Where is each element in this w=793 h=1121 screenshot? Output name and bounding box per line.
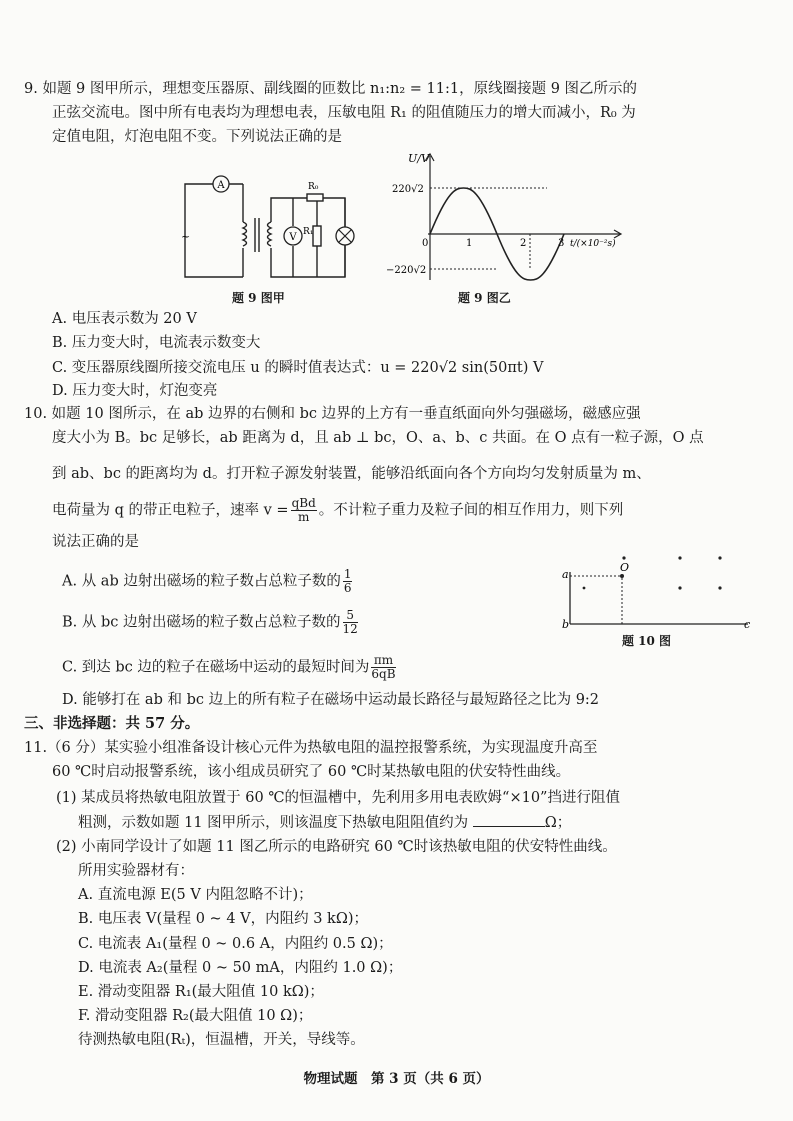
graph-tick-2: 2 [520,238,527,249]
q11-part1-text: 粗测，示数如题 11 图甲所示，则该温度下热敏电阻阻值约为 [78,815,469,831]
q10-option-b-text: B. 从 bc 边射出磁场的粒子数占总粒子数的 [62,614,341,631]
q10-caption: 题 10 图 [622,634,672,648]
lamp-icon [336,227,354,245]
q10-option-a-text: A. 从 ab 边射出磁场的粒子数占总粒子数的 [62,573,341,590]
velocity-denominator: m [297,510,310,524]
q11-line-2: 60 ℃时启动报警系统，该小组成员研究了 60 ℃时某热敏电阻的伏安特性曲线。 [52,764,571,780]
field-dots [583,556,722,589]
equipment-item-f: F. 滑动变阻器 R₂(最大阻值 10 Ω)； [78,1008,313,1024]
option-b-fraction [343,609,358,636]
q10-line-4 [52,497,623,524]
velocity-numerator: qBd [291,496,316,510]
q9-option-d: D. 压力变大时，灯泡变亮 [52,383,218,399]
equipment-item-d: D. 电流表 A₂(量程 0 ~ 50 mA，内阻约 1.0 Ω)； [78,960,403,976]
graph-origin: 0 [422,238,429,249]
q10-line-4-post: 。不计粒子重力及粒子间的相互作用力，则下列 [318,502,624,519]
option-b-numerator: 5 [343,609,358,623]
q9-caption-b: 题 9 图乙 [458,291,511,305]
equipment-item-c: C. 电流表 A₁(量程 0 ~ 0.6 A，内阻约 0.5 Ω)； [78,936,393,952]
answer-blank[interactable] [473,812,545,827]
q9-line-1: 9. 如题 9 图甲所示，理想变压器原、副线圈的匝数比 n₁:n₂ = 11:1，原线圈接题 9 图乙所示的 [24,81,638,97]
equipment-item-e: E. 滑动变阻器 R₁(最大阻值 10 kΩ)； [78,984,324,1000]
fig10-label-b: b [562,618,570,631]
q10-line-4-pre: 电荷量为 q 的带正电粒子，速率 v = [52,502,289,519]
q9-caption-a: 题 9 图甲 [232,291,285,305]
option-c-denominator: 6qB [371,667,396,681]
velocity-fraction [291,497,317,524]
graph-ymax-label: 220√2 [392,184,424,195]
ac-source-icon: ~ [181,230,191,243]
q9-option-b: B. 压力变大时，电流表示数变大 [52,335,261,351]
q11-part2-line-1: (2) 小南同学设计了如题 11 图乙所示的电路研究 60 ℃时该热敏电阻的伏安特性曲线。 [56,839,617,855]
fig10-label-o: O [620,561,630,574]
equipment-item-other: 待测热敏电阻(Rₜ)，恒温槽，开关，导线等。 [78,1032,365,1048]
q10-option-c [62,654,398,681]
q11-line-1: 11.（6 分）某实验小组准备设计核心元件为热敏电阻的温控报警系统，为实现温度升高至 [24,740,598,756]
fig10-label-a: a [562,568,569,581]
r0-label: R₀ [308,182,319,192]
q9-line-2: 正弦交流电。图中所有电表均为理想电表，压敏电阻 R₁ 的阻值随压力的增大而减小，R₀ 为 [52,105,636,121]
equipment-item-a: A. 直流电源 E(5 V 内阻忽略不计)； [78,887,313,903]
option-a-denominator: 6 [343,581,352,595]
option-a-fraction [343,568,353,595]
option-a-numerator: 1 [343,567,352,581]
q11-part1-unit: Ω； [544,815,572,831]
q10-option-c-text: C. 到达 bc 边的粒子在磁场中运动的最短时间为 [62,659,370,676]
graph-tick-3: 3 [558,238,565,249]
graph-ylabel: U/V [408,152,429,165]
q9-circuit-diagram [175,170,355,285]
q10-option-b [62,609,360,636]
equipment-item-b: B. 电压表 V(量程 0 ~ 4 V，内阻约 3 kΩ)； [78,911,369,927]
q11-part1-line-1: (1) 某成员将热敏电阻放置于 60 ℃的恒温槽中，先利用多用电表欧姆“×10”挡进行阻值 [56,790,620,806]
q10-option-d: D. 能够打在 ab 和 bc 边上的所有粒子在磁场中运动最长路径与最短路径之比为 9:2 [62,692,600,708]
option-b-denominator: 12 [342,622,358,636]
option-c-fraction [371,654,395,681]
q10-line-2: 度大小为 B。bc 足够长，ab 距离为 d，且 ab ⊥ bc，O、a、b、c 共面。在 O 点有一粒子源，O 点 [52,430,704,446]
option-c-numerator: πm [371,654,395,668]
q11-part1-line-2 [78,812,571,833]
q9-voltage-graph [370,150,630,285]
q10-line-3: 到 ab、bc 的距离均为 d。打开粒子源发射装置，能够沿纸面向各个方向均匀发射质量为 m、 [52,466,651,482]
q10-line-5: 说法正确的是 [52,534,139,550]
q9-option-c: C. 变压器原线圈所接交流电压 u 的瞬时值表达式：u = 220√2 sin(50πt) V [52,360,544,376]
q9-line-3: 定值电阻，灯泡电阻不变。下列说法正确的是 [52,129,342,145]
q9-option-a: A. 电压表示数为 20 V [52,311,197,327]
voltmeter-label: V [289,232,297,243]
q10-line-1: 10. 如题 10 图所示，在 ab 边界的右侧和 bc 边界的上方有一垂直纸面向外匀强磁场，磁感应强 [24,406,641,422]
q10-field-diagram [560,548,760,638]
ammeter-label: A [217,180,225,191]
fig10-label-c: c [744,618,751,631]
graph-ymin-label: −220√2 [386,265,427,276]
q11-part2-line-2: 所用实验器材有： [78,863,194,879]
q10-option-a [62,568,354,595]
section-3-title: 三、非选择题：共 57 分。 [24,715,200,732]
page-footer: 物理试题 第 3 页（共 6 页） [303,1071,490,1087]
r1-label: R₁ [303,227,314,237]
graph-tick-1: 1 [466,238,473,249]
graph-xlabel: t/(×10⁻²s) [570,239,616,249]
